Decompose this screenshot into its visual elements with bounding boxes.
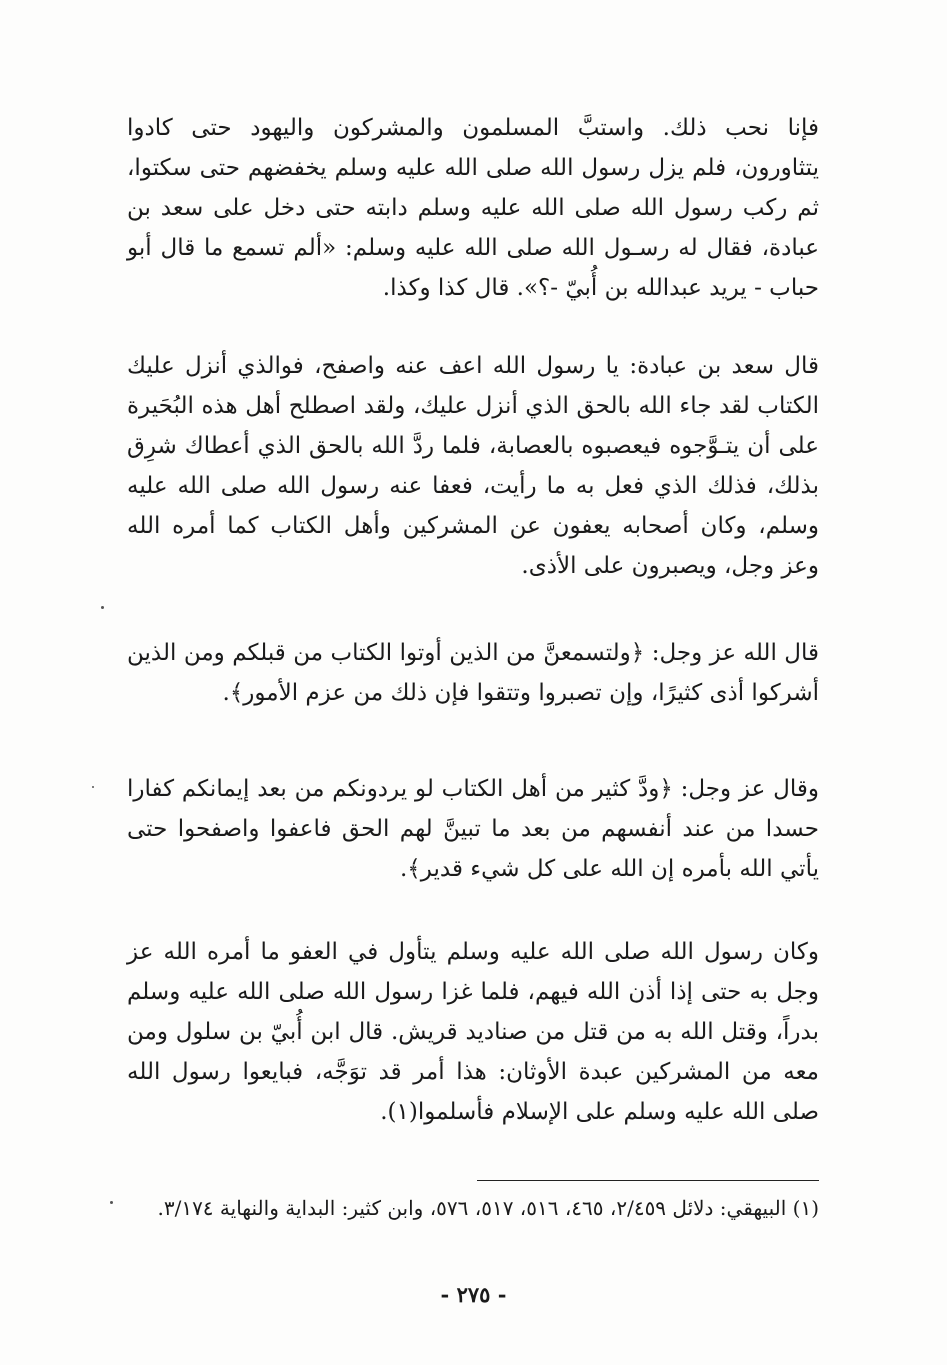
scan-speck	[92, 786, 94, 788]
paragraph-4: وقال عز وجل: ﴿ودَّ كثير من أهل الكتاب لو يردونكم من بعد إيمانكم كفارا حسدا من عند أنفسهم من بعد ما تبينَّ لهم الحق فاعفوا واصفحوا حتى يأتي الله بأمره إن الله على كل شيء قدير﴾.	[127, 776, 819, 882]
paragraph-2: قال سعد بن عبادة: يا رسول الله اعف عنه واصفح، فوالذي أنزل عليك الكتاب لقد جاء الله بالحق الذي أنزل عليك، ولقد اصطلح أهل هذه البُحَيرة على أن يتـوَّجوه فيعصبوه بالعصابة، فلما ردَّ الله بالحق الذي أعطاك شرِق بذلك، فذلك الذي فعل به ما رأيت، فعفا عنه رسول الله صلى الله عليه وسلم، وكان أصحابه يعفون عن المشركين وأهل الكتاب كما أمره الله وعز وجل، ويصبرون على الأذى.	[127, 353, 819, 579]
scan-speck	[101, 606, 104, 609]
scan-speck	[110, 1201, 113, 1204]
paragraph-1: فإنا نحب ذلك. واستبَّ المسلمون والمشركون واليهود حتى كادوا يتثاورون، فلم يزل رسول الله صلى الله عليه وسلم يخفضهم حتى سكتوا، ثم ركب رسول الله صلى الله عليه وسلم دابته حتى دخل على سعد بن عبادة، فقال له رسـول الله صلى الله عليه وسلم: «ألم تسمع ما قال أبو حباب - يريد عبدالله بن أُبيّ -؟». قال كذا وكذا.	[127, 115, 819, 301]
paragraph-5: وكان رسول الله صلى الله عليه وسلم يتأول في العفو ما أمره الله عز وجل به حتى إذا أذن الله فيهم، فلما غزا رسول الله صلى الله عليه وسلم بدراً، وقتل الله به من قتل من صناديد قريش. قال ابن أُبيّ بن سلول ومن معه من المشركين عبدة الأوثان: هذا أمر قد توَجَّه، فبايعوا رسول الله صلى الله عليه وسلم على الإسلام فأسلموا(١).	[127, 939, 819, 1125]
footnote: (١) البيهقي: دلائل ٢/٤٥٩، ٤٦٥، ٥١٦، ٥١٧، ٥٧٦، وابن كثير: البداية والنهاية ٣/١٧٤.	[157, 1196, 819, 1220]
paragraph-3: قال الله عز وجل: ﴿ولتسمعنَّ من الذين أوتوا الكتاب من قبلكم ومن الذين أشركوا أذى كثيرًا، وإن تصبروا وتتقوا فإن ذلك من عزم الأمور﴾.	[127, 640, 819, 706]
page-number: - ٢٧٥ -	[440, 1282, 507, 1307]
footnote-divider	[477, 1180, 819, 1181]
